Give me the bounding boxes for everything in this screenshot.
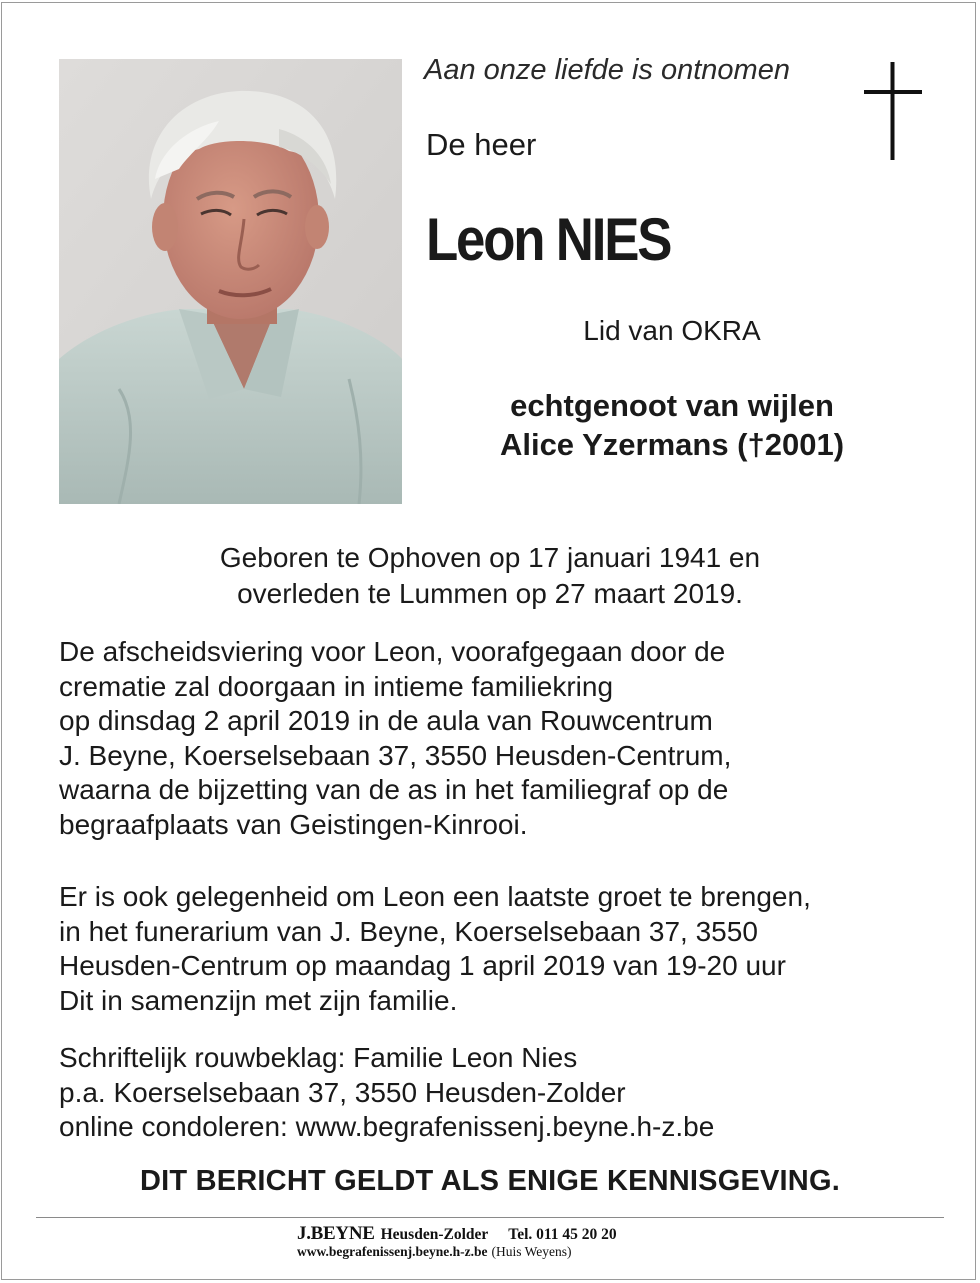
footer-divider [36, 1217, 944, 1218]
condolences-line: Schriftelijk rouwbeklag: Familie Leon Nies [59, 1042, 578, 1073]
birth-line-2: overleden te Lummen op 27 maart 2019. [237, 578, 743, 609]
condolences-line: p.a. Koerselsebaan 37, 3550 Heusden-Zolder [59, 1076, 626, 1108]
funeral-home-brand: J.BEYNE [297, 1223, 375, 1244]
ceremony-paragraph [59, 635, 731, 842]
honorific-title: De heer [426, 127, 537, 162]
visitation-line: Dit in samenzijn met zijn familie. [59, 984, 458, 1016]
membership-text: Lid van OKRA [583, 315, 761, 346]
portrait-photo [59, 59, 402, 504]
condolences-paragraph [59, 1041, 714, 1145]
birth-line-1: Geboren te Ophoven op 17 januari 1941 en [219, 542, 761, 573]
funeral-home-website[interactable]: www.begrafenissenj.beyne.h-z.be [297, 1244, 488, 1259]
ceremony-line: waarna de bijzetting van de as in het familiegraf op de [59, 774, 729, 805]
ceremony-line: crematie zal doorgaan in intieme familiekring [59, 670, 614, 702]
funeral-home-town: Heusden-Zolder [380, 1226, 489, 1243]
ceremony-line: op dinsdag 2 april 2019 in de aula van Rouwcentrum [59, 705, 713, 736]
spouse-info [465, 386, 879, 464]
notice-statement: DIT BERICHT GELDT ALS ENIGE KENNISGEVING. [140, 1165, 840, 1197]
ceremony-line: J. Beyne, Koerselsebaan 37, 3550 Heusden-Centrum, [59, 739, 732, 771]
portrait-photo-illustration [59, 59, 402, 504]
funeral-home-footer [297, 1224, 717, 1260]
ceremony-line: De afscheidsviering voor Leon, voorafgegaan door de [59, 636, 726, 667]
visitation-line: in het funerarium van J. Beyne, Koerselsebaan 37, 3550 [59, 915, 758, 947]
visitation-paragraph [59, 880, 811, 1018]
deceased-name: Leon NIES [426, 206, 671, 273]
ceremony-line: begraafplaats van Geistingen-Kinrooi. [59, 808, 528, 840]
spouse-line-2: Alice Yzermans (†2001) [499, 427, 845, 462]
condolences-website[interactable]: online condoleren: www.begrafenissenj.beyne.h-z.be [59, 1111, 715, 1142]
funeral-home-note: (Huis Weyens) [491, 1244, 572, 1259]
intro-text: Aan onze liefde is ontnomen [424, 54, 790, 86]
funeral-home-phone: Tel. 011 45 20 20 [508, 1226, 617, 1243]
visitation-line: Heusden-Centrum op maandag 1 april 2019 van 19-20 uur [59, 950, 786, 981]
visitation-line: Er is ook gelegenheid om Leon een laatste groet te brengen, [59, 881, 811, 912]
cross-icon [864, 62, 922, 160]
spouse-line-1: echtgenoot van wijlen [510, 388, 834, 423]
birth-death-info [120, 540, 860, 612]
